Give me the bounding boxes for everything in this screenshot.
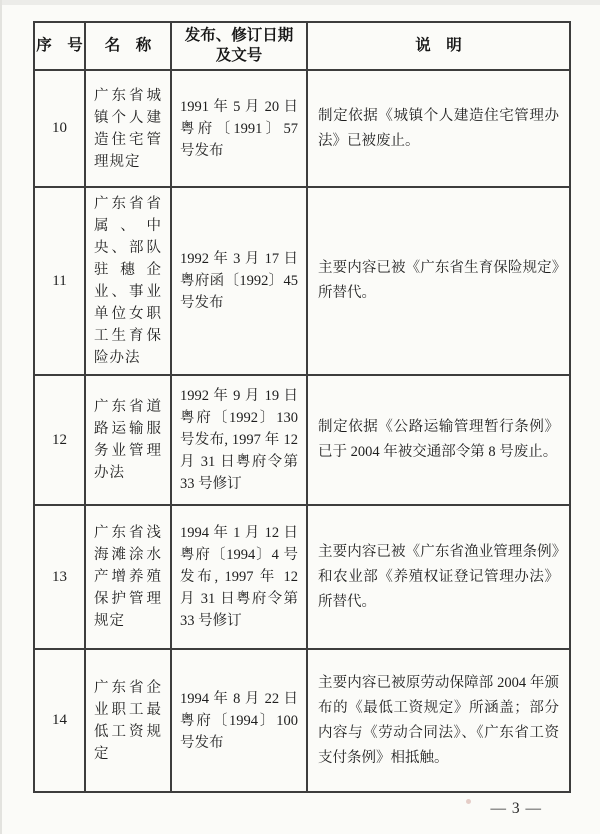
cell-issue-date: 1992 年 3 月 17 日粤府函〔1992〕45 号发布 <box>171 187 307 375</box>
scan-edge-left <box>0 0 2 834</box>
cell-serial-number: 11 <box>34 187 85 375</box>
scan-edge-top <box>0 0 600 5</box>
cell-serial-number: 12 <box>34 375 85 505</box>
cell-issue-date: 1994 年 1 月 12 日粤府〔1994〕4 号发布, 1997 年 12 月 31 日粤府令第 33 号修订 <box>171 505 307 649</box>
table-row <box>34 649 570 792</box>
header-serial-number: 序 号 <box>34 22 85 70</box>
cell-issue-date: 1992 年 9 月 19 日粤府〔1992〕130 号发布, 1997 年 12 月 31 日粤府令第 33 号修订 <box>171 375 307 505</box>
scan-speck <box>466 799 471 804</box>
header-date-line1: 发布、修订日期 <box>184 27 294 44</box>
table-row <box>34 375 570 505</box>
cell-explanation: 主要内容已被原劳动保障部 2004 年颁布的《最低工资规定》所涵盖；部分内容与《劳动合同法》、《广东省工资支付条例》相抵触。 <box>307 649 570 792</box>
header-date-line2: 及文号 <box>215 47 263 64</box>
cell-regulation-name: 广东省道路运输服务业管理办法 <box>85 375 171 505</box>
regulations-table <box>33 21 571 793</box>
cell-explanation: 制定依据《城镇个人建造住宅管理办法》已被废止。 <box>307 70 570 187</box>
table-row <box>34 70 570 187</box>
table-row <box>34 505 570 649</box>
cell-issue-date: 1994 年 8 月 22 日粤府〔1994〕100 号发布 <box>171 649 307 792</box>
cell-issue-date: 1991 年 5 月 20 日粤府〔1991〕57 号发布 <box>171 70 307 187</box>
cell-regulation-name: 广东省城镇个人建造住宅管理规定 <box>85 70 171 187</box>
cell-explanation: 制定依据《公路运输管理暂行条例》已于 2004 年被交通部令第 8 号废止。 <box>307 375 570 505</box>
header-explanation: 说 明 <box>307 22 570 70</box>
cell-regulation-name: 广东省浅海滩涂水产增养殖保护管理规定 <box>85 505 171 649</box>
cell-regulation-name: 广东省省属、中央、部队驻穗企业、事业单位女职工生育保险办法 <box>85 187 171 375</box>
table-row <box>34 187 570 375</box>
cell-regulation-name: 广东省企业职工最低工资规定 <box>85 649 171 792</box>
table-header-row <box>34 22 570 70</box>
page-number: — 3 — <box>490 800 542 817</box>
cell-serial-number: 13 <box>34 505 85 649</box>
cell-explanation: 主要内容已被《广东省生育保险规定》所替代。 <box>307 187 570 375</box>
header-date-docnumber <box>171 22 307 70</box>
header-name: 名 称 <box>85 22 171 70</box>
cell-serial-number: 10 <box>34 70 85 187</box>
cell-serial-number: 14 <box>34 649 85 792</box>
cell-explanation: 主要内容已被《广东省渔业管理条例》和农业部《养殖权证登记管理办法》所替代。 <box>307 505 570 649</box>
